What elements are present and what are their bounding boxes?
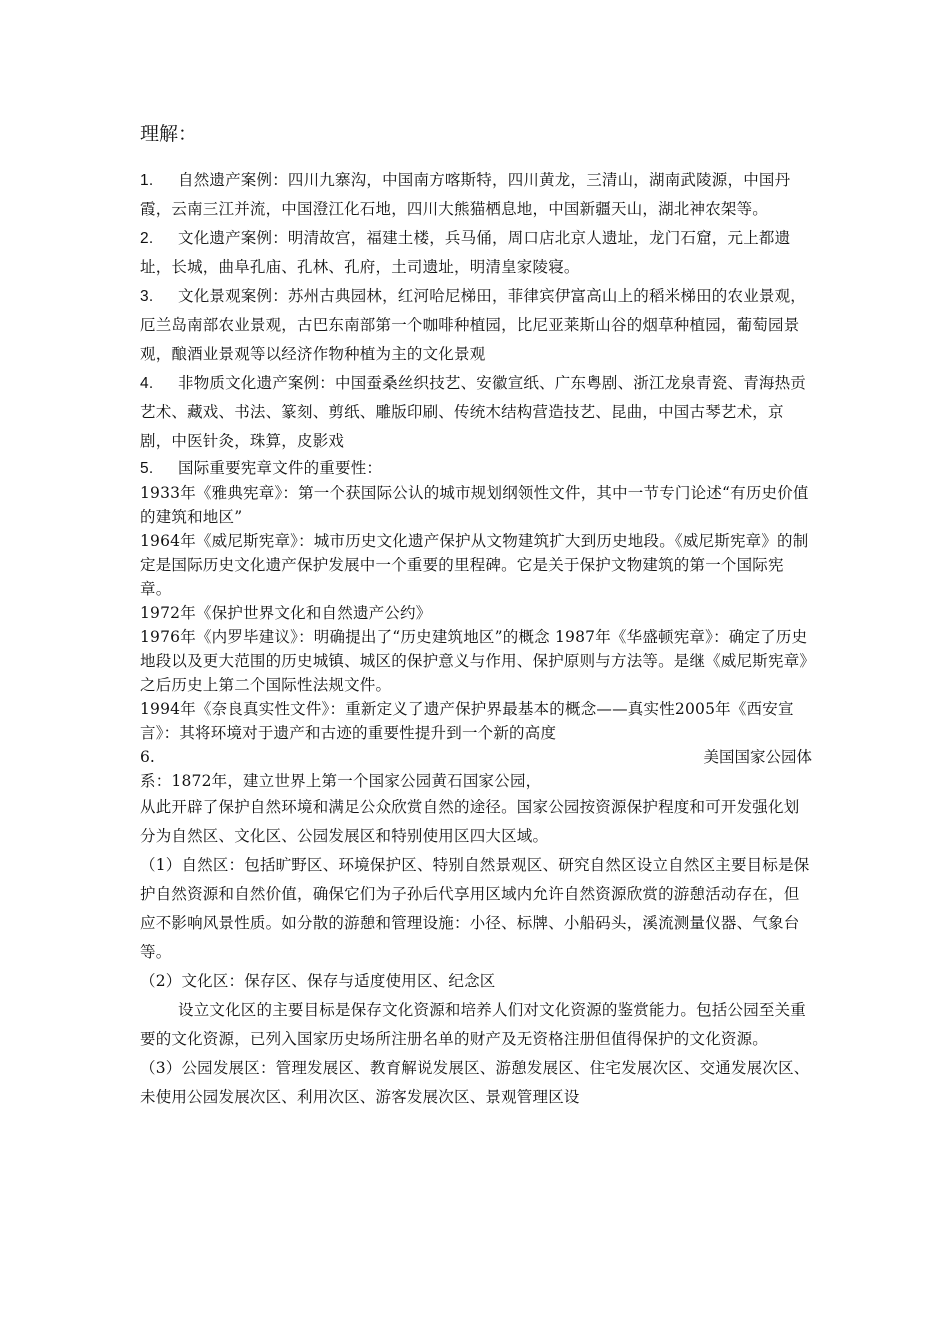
- item-number: 6.: [140, 748, 155, 766]
- page-title: 理解：: [140, 123, 198, 145]
- item-number: 4.: [140, 375, 154, 392]
- item-number: 5.: [140, 460, 154, 477]
- item-text: 文化遗产案例：明清故宫，福建土楼，兵马俑，周口店北京人遗址，龙门石窟，元上都遗址，长城，曲阜孔庙、孔林、孔府，土司遗址，明清皇家陵寝。: [140, 229, 791, 276]
- charter-1933: 1933年《雅典宪章》：第一个获国际公认的城市规划纲领性文件，其中一节专门论述“有历史价值的建筑和地区”: [140, 484, 809, 526]
- zone-natural: （1）自然区：包括旷野区、环境保护区、特别自然景观区、研究自然区设立自然区主要目标是保护自然资源和自然价值，确保它们为子孙后代享用区域内允许自然资源欣赏的游憩活动存在，但应不影响风景性质。如分散的游憩和管理设施：小径、标牌、小船码头，溪流测量仪器、气象台等。: [140, 856, 810, 961]
- item-number: 3.: [140, 288, 154, 305]
- charter-1994: 1994年《奈良真实性文件》：重新定义了遗产保护界最基本的概念——真实性2005年《西安宣言》：其将环境对于遗产和古迹的重要性提升到一个新的高度: [140, 700, 794, 742]
- item-text: 国际重要宪章文件的重要性：: [178, 459, 383, 477]
- item-number: 1.: [140, 172, 154, 189]
- item-text-right: 美国国家公园体: [703, 748, 812, 766]
- list-item-3: [140, 282, 812, 369]
- item-6-continuation: 系：1872年，建立世界上第一个国家公园黄石国家公园，: [140, 772, 542, 790]
- charter-1972: 1972年《保护世界文化和自然遗产公约》: [140, 604, 432, 622]
- list-item-2: [140, 224, 812, 282]
- item-text: 自然遗产案例：四川九寨沟，中国南方喀斯特，四川黄龙，三清山，湖南武陵源，中国丹霞，云南三江并流，中国澄江化石地，四川大熊猫栖息地，中国新疆天山，湖北神农架等。: [140, 171, 791, 218]
- charter-1976: 1976年《内罗毕建议》：明确提出了“历史建筑地区”的概念 1987年《华盛顿宪章》：确定了历史地段以及更大范围的历史城镇、城区的保护意义与作用、保护原则与方法等。是继《威尼斯宪章》之后历史上第二个国际性法规文件。: [140, 628, 808, 694]
- item-text: 非物质文化遗产案例：中国蚕桑丝织技艺、安徽宣纸、广东粤剧、浙江龙泉青瓷、青海热贡艺术、藏戏、书法、篆刻、剪纸、雕版印刷、传统木结构营造技艺、昆曲，中国古琴艺术，京剧，中医针灸，珠算，皮影戏: [140, 374, 807, 450]
- item-6-paragraph: 从此开辟了保护自然环境和满足公众欣赏自然的途径。国家公园按资源保护程度和可开发强化划分为自然区、文化区、公园发展区和特别使用区四大区域。: [140, 798, 800, 845]
- zone-cultural-goal: 设立文化区的主要目标是保存文化资源和培养人们对文化资源的鉴赏能力。包括公园至关重要的文化资源，已列入国家历史场所注册名单的财产及无资格注册但值得保护的文化资源。: [140, 1001, 807, 1048]
- list-item-5: [140, 456, 812, 481]
- list-item-1: [140, 166, 812, 224]
- document-body: [140, 166, 812, 1112]
- zone-park-development: （3）公园发展区：管理发展区、教育解说发展区、游憩发展区、住宅发展次区、交通发展次区、未使用公园发展次区、利用次区、游客发展次区、景观管理区设: [140, 1059, 810, 1106]
- item-number: 2.: [140, 230, 154, 247]
- charter-1964: 1964年《威尼斯宪章》：城市历史文化遗产保护从文物建筑扩大到历史地段。《威尼斯宪章》的制定是国际历史文化遗产保护发展中一个重要的里程碑。它是关于保护文物建筑的第一个国际宪章。: [140, 532, 809, 598]
- list-item-4: [140, 369, 812, 456]
- list-item-6: [140, 745, 812, 769]
- zone-cultural: （2）文化区：保存区、保存与适度使用区、纪念区: [140, 972, 496, 990]
- item-text: 文化景观案例：苏州古典园林，红河哈尼梯田，菲律宾伊富高山上的稻米梯田的农业景观，厄兰岛南部农业景观，古巴东南部第一个咖啡种植园，比尼亚莱斯山谷的烟草种植园，葡萄园景观，酿酒业景观等以经济作物种植为主的文化景观: [140, 287, 807, 363]
